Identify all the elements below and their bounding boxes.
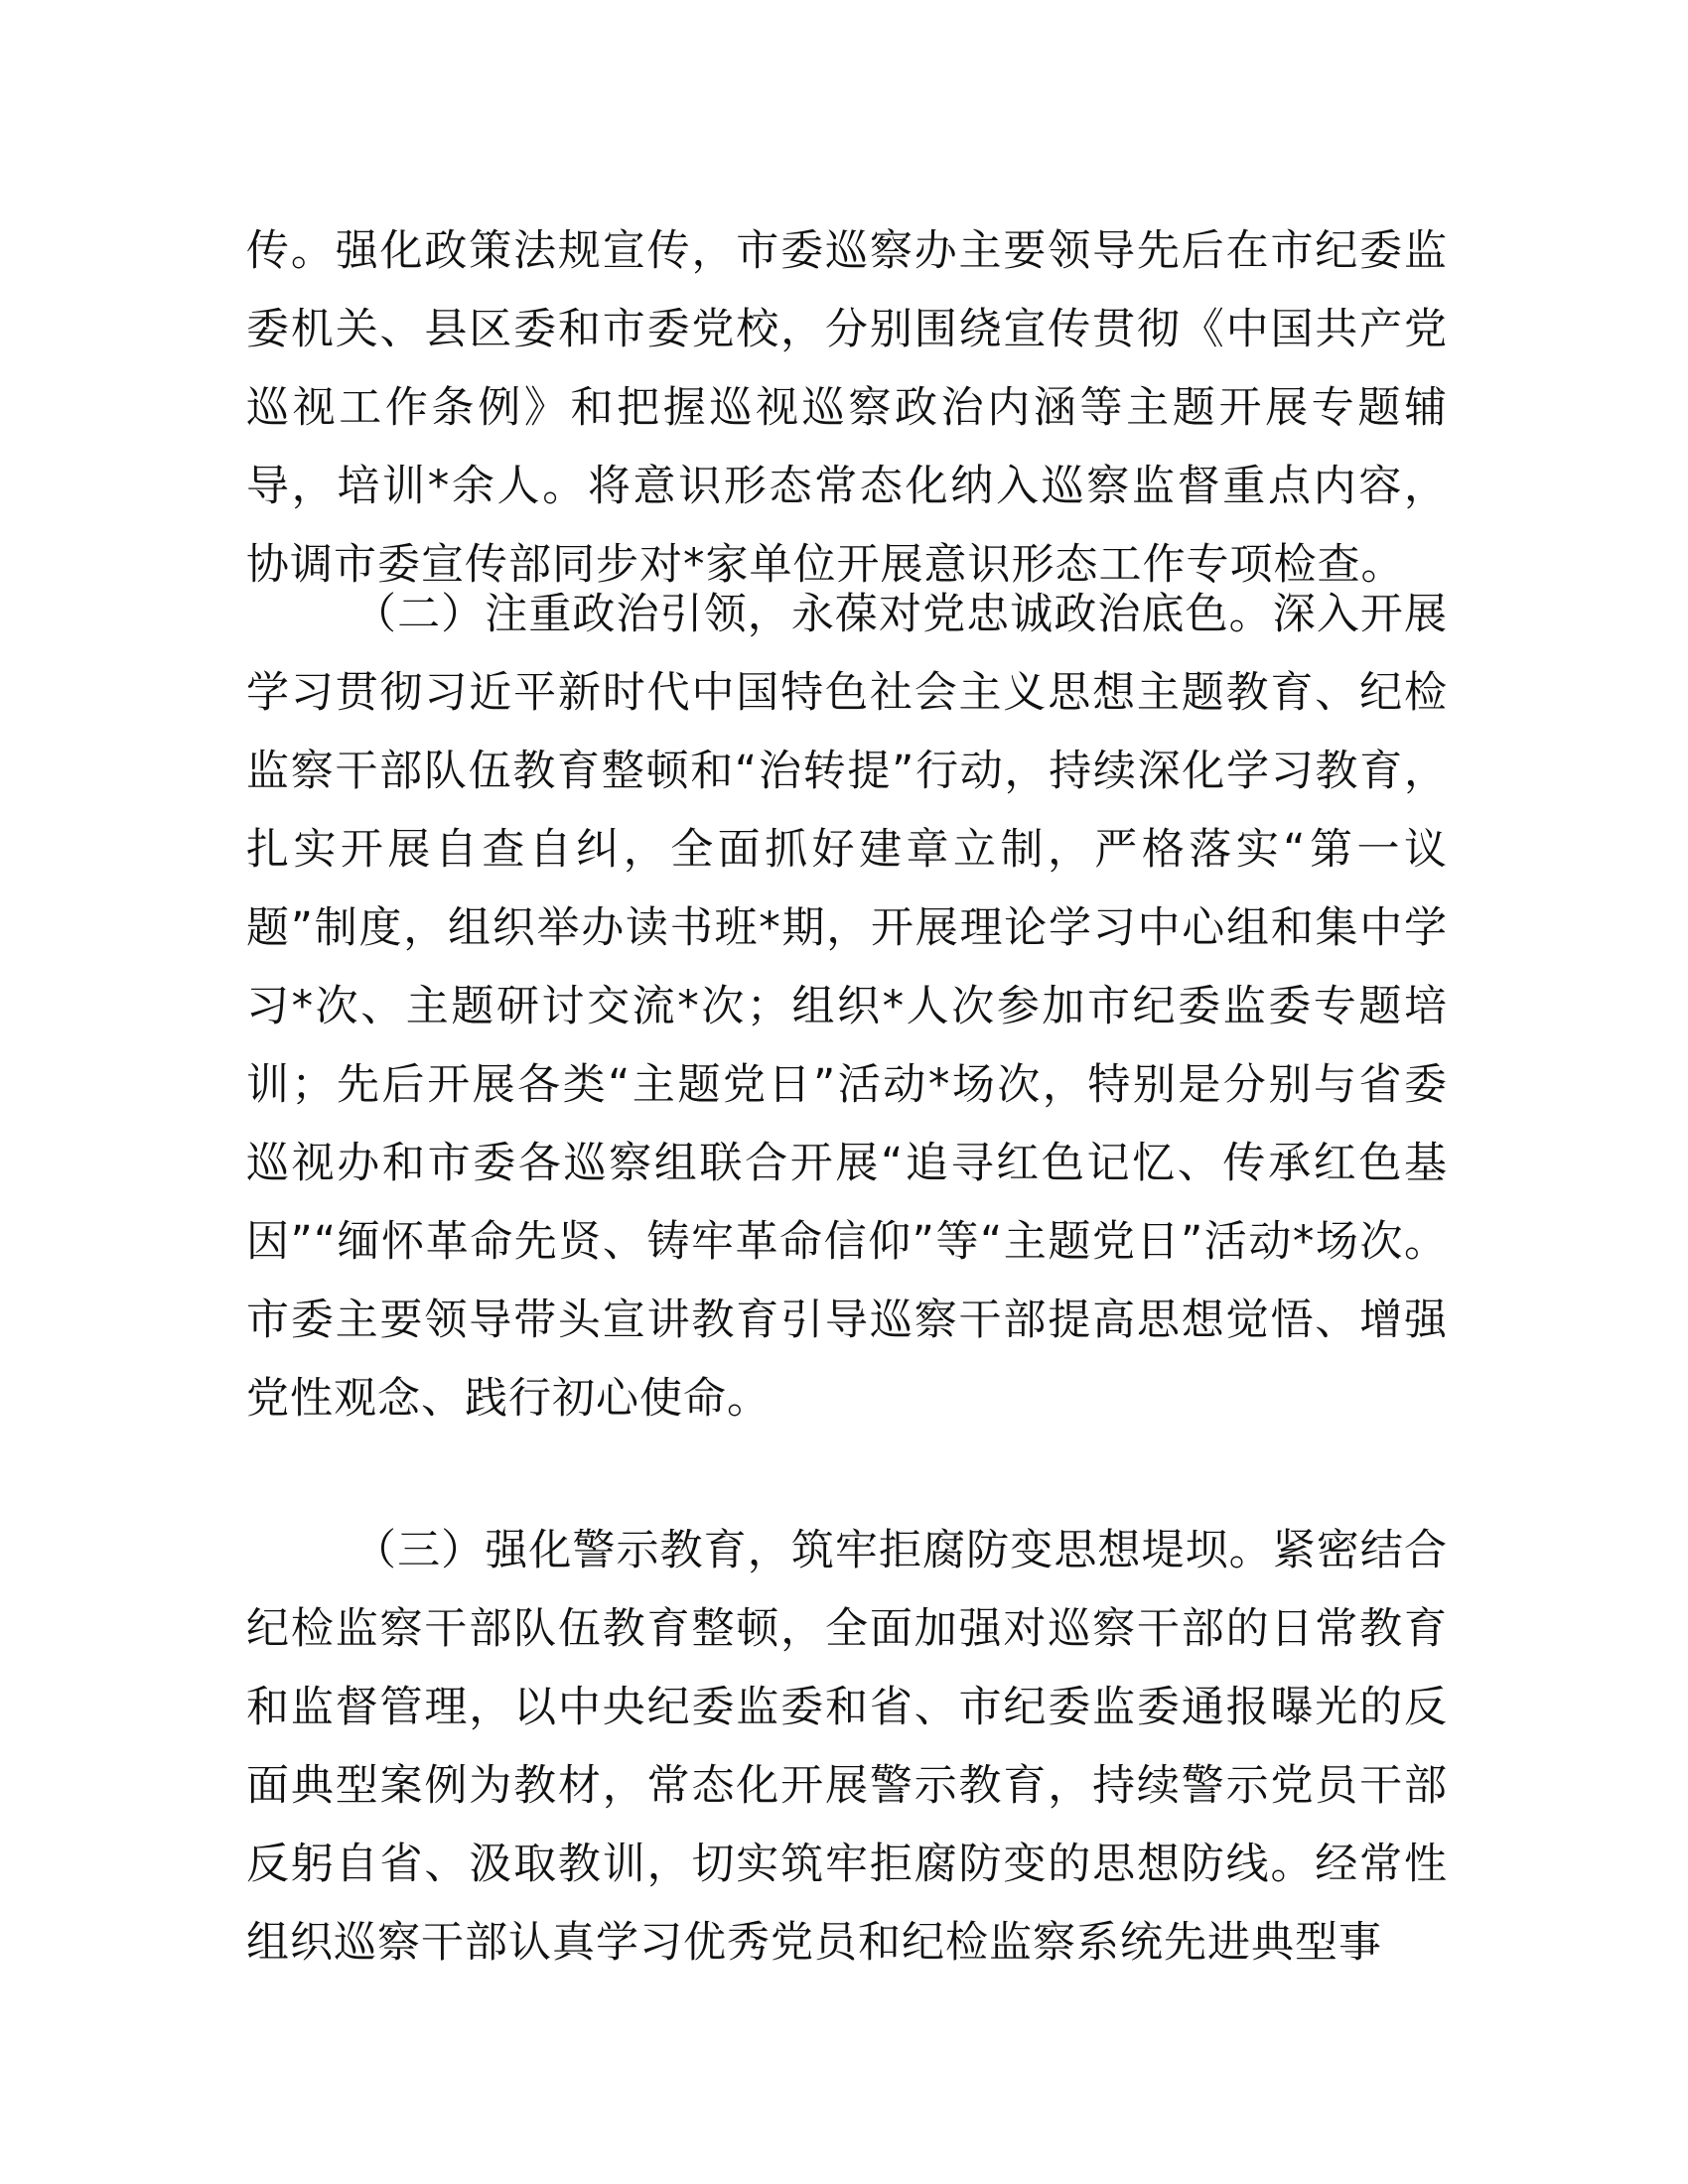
paragraph-section-three <box>246 1512 1448 1982</box>
paragraph-continuation <box>246 212 1448 605</box>
paragraph-text: （二）注重政治引领，永葆对党忠诚政治底色。深入开展学习贯彻习近平新时代中国特色社会主义思想主题教育、纪检监察干部队伍教育整顿和“治转提”行动，持续深化学习教育，扎实开展自查自纠，全面抓好建章立制，严格落实“第一议题”制度，组织举办读书班*期，开展理论学习中心组和集中学习*次、主题研讨交流*次；组织*人次参加市纪委监委专题培训；先后开展各类“主题党日”活动*场次，特别是分别与省委巡视办和市委各巡察组联合开展“追寻红色记忆、传承红色基因”“缅怀革命先贤、铸牢革命信仰”等“主题党日”活动*场次。市委主要领导带头宣讲教育引导巡察干部提高思想觉悟、增强党性观念、践行初心使命。 <box>246 590 1448 1424</box>
paragraph-text: （三）强化警示教育，筑牢拒腐防变思想堤坝。紧密结合纪检监察干部队伍教育整顿，全面加强对巡察干部的日常教育和监督管理，以中央纪委监委和省、市纪委监委通报曝光的反面典型案例为教材，常态化开展警示教育，持续警示党员干部反躬自省、汲取教训，切实筑牢拒腐防变的思想防线。经常性组织巡察干部认真学习优秀党员和纪检监察系统先进典型事 <box>246 1526 1448 1968</box>
paragraph-section-two <box>246 576 1448 1438</box>
paragraph-text: 传。强化政策法规宣传，市委巡察办主要领导先后在市纪委监委机关、县区委和市委党校，分别围绕宣传贯彻《中国共产党巡视工作条例》和把握巡视巡察政治内涵等主题开展专题辅导，培训*余人。将意识形态常态化纳入巡察监督重点内容，协调市委宣传部同步对*家单位开展意识形态工作专项检查。 <box>246 226 1448 590</box>
